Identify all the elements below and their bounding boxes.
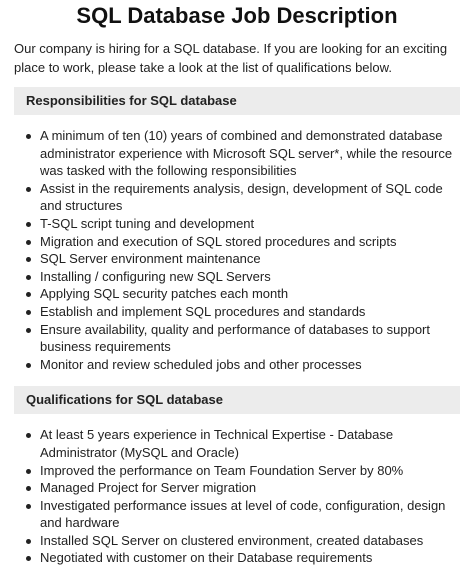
list-item: Monitor and review scheduled jobs and other processes: [40, 356, 460, 374]
responsibilities-heading: Responsibilities for SQL database: [14, 87, 460, 115]
qualifications-heading: Qualifications for SQL database: [14, 386, 460, 414]
list-item: At least 5 years experience in Technical Expertise - Database Administrator (MySQL and Oracle): [40, 426, 460, 461]
list-item: Installing / configuring new SQL Servers: [40, 268, 460, 286]
list-item: Applying SQL security patches each month: [40, 285, 460, 303]
list-item: Establish and implement SQL procedures and standards: [40, 303, 460, 321]
list-item: Ensure availability, quality and performance of databases to support business requirements: [40, 321, 460, 356]
list-item: A minimum of ten (10) years of combined and demonstrated database administrator experience with Microsoft SQL server*, while the resource was tasked with the following responsibilities: [40, 127, 460, 180]
list-item: SQL Server environment maintenance: [40, 250, 460, 268]
list-item: Assist in the requirements analysis, design, development of SQL code and structures: [40, 180, 460, 215]
intro-text: Our company is hiring for a SQL database. If you are looking for an exciting place to work, please take a look at the list of qualifications below.: [14, 41, 448, 75]
list-item: Improved the performance on Team Foundation Server by 80%: [40, 462, 460, 480]
list-item: T-SQL script tuning and development: [40, 215, 460, 233]
list-item: Managed Project for Server migration: [40, 479, 460, 497]
responsibilities-list: [14, 127, 460, 373]
page-title: SQL Database Job Description: [76, 3, 398, 28]
qualifications-list: [14, 426, 460, 567]
list-item: Investigated performance issues at level of code, configuration, design and hardware: [40, 497, 460, 532]
list-item: Migration and execution of SQL stored procedures and scripts: [40, 233, 460, 251]
list-item: Installed SQL Server on clustered environment, created databases: [40, 532, 460, 550]
list-item: Negotiated with customer on their Database requirements: [40, 549, 460, 567]
